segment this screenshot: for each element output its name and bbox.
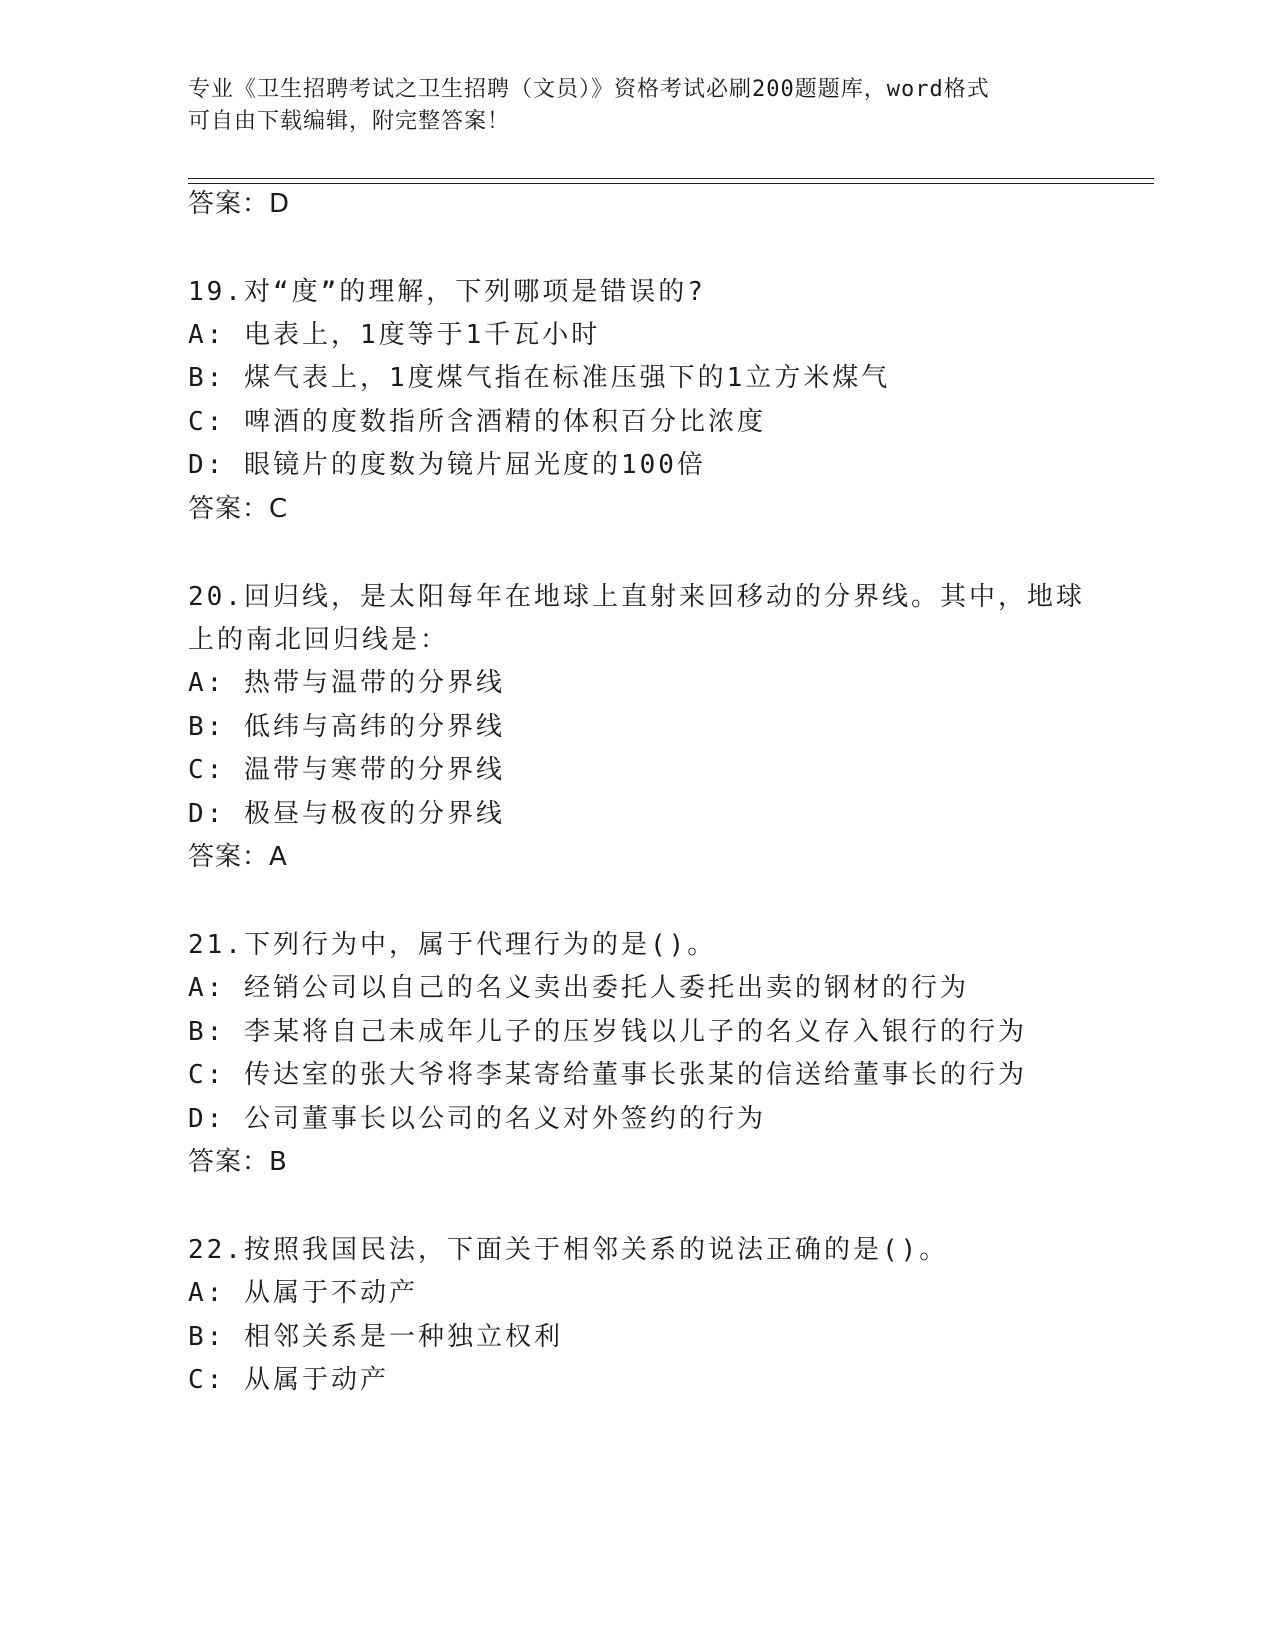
question-20-option-a: A: 热带与温带的分界线: [188, 668, 505, 698]
question-21-answer: 答案：B: [188, 1147, 288, 1177]
page-header: [188, 74, 1088, 138]
question-20-stem-line-2: 上的南北回归线是：: [188, 625, 450, 655]
question-22-option-b: B: 相邻关系是一种独立权利: [188, 1322, 563, 1352]
header-title-line-2: 可自由下载编辑，附完整答案！: [188, 109, 511, 134]
question-21-option-b: B: 李某将自己未成年儿子的压岁钱以儿子的名义存入银行的行为: [188, 1017, 1027, 1047]
question-20-option-d: D: 极昼与极夜的分界线: [188, 799, 505, 829]
question-19-option-c: C: 啤酒的度数指所含酒精的体积百分比浓度: [188, 407, 766, 437]
question-19-answer: 答案：C: [188, 494, 289, 524]
question-20-answer: 答案：A: [188, 842, 288, 872]
question-20-option-b: B: 低纬与高纬的分界线: [188, 712, 505, 742]
question-21-option-a: A: 经销公司以自己的名义卖出委托人委托出卖的钢材的行为: [188, 973, 969, 1003]
question-21-option-d: D: 公司董事长以公司的名义对外签约的行为: [188, 1104, 766, 1134]
question-22-option-a: A: 从属于不动产: [188, 1278, 418, 1308]
question-19-option-b: B: 煤气表上，1度煤气指在标准压强下的1立方米煤气: [188, 363, 891, 393]
question-20-option-c: C: 温带与寒带的分界线: [188, 755, 505, 785]
header-divider-top: [188, 178, 1154, 179]
question-20-stem-line-1: 20.回归线，是太阳每年在地球上直射来回移动的分界线。其中，地球: [188, 582, 1085, 612]
question-19-option-a: A: 电表上，1度等于1千瓦小时: [188, 320, 601, 350]
header-title-line-1: 专业《卫生招聘考试之卫生招聘（文员）》资格考试必刷200题题库，word格式: [188, 77, 990, 102]
question-19-option-d: D: 眼镜片的度数为镜片屈光度的100倍: [188, 450, 706, 480]
question-19-stem: 19.对“度”的理解，下列哪项是错误的?: [188, 277, 706, 307]
question-21-option-c: C: 传达室的张大爷将李某寄给董事长张某的信送给董事长的行为: [188, 1060, 1027, 1090]
question-21-stem: 21.下列行为中，属于代理行为的是()。: [188, 930, 717, 960]
question-22-option-c: C: 从属于动产: [188, 1365, 389, 1395]
question-22-stem: 22.按照我国民法，下面关于相邻关系的说法正确的是()。: [188, 1235, 949, 1265]
previous-answer: 答案：D: [188, 189, 291, 219]
header-divider-bottom: [188, 183, 1154, 184]
